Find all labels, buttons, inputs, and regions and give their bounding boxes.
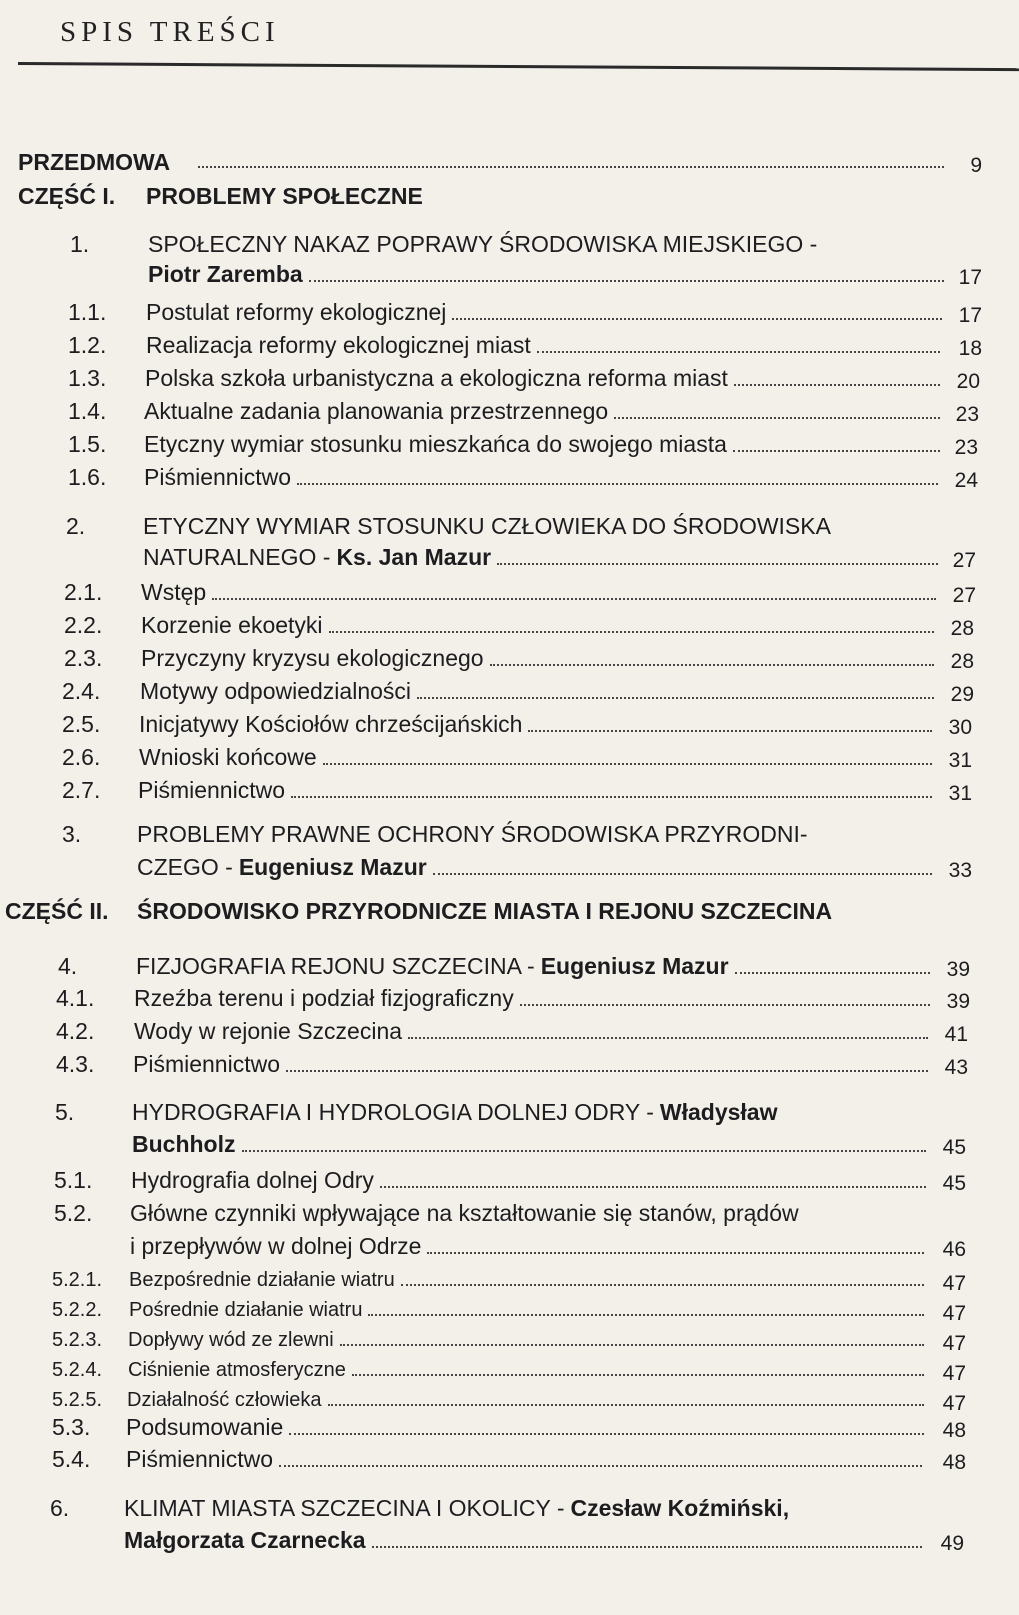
toc-entry-title-line — [139, 708, 938, 740]
toc-entry-title-line — [136, 950, 936, 982]
toc-entry-title-line — [146, 180, 423, 212]
dot-leader — [368, 1294, 924, 1316]
toc-entry-number: 4.1. — [56, 985, 95, 1011]
dot-leader — [340, 1324, 924, 1346]
dot-leader — [212, 578, 936, 600]
toc-entry-title-line — [133, 1048, 934, 1080]
toc-entry-number: 1.3. — [68, 365, 107, 391]
toc-entry-title-line — [131, 1164, 932, 1196]
toc-entry-title-line — [141, 642, 940, 674]
toc-entry-title: Dopływy wód ze zlewni — [128, 1329, 334, 1351]
toc-entry-author: Czesław Koźmiński, — [570, 1495, 790, 1521]
toc-entry — [0, 1524, 1019, 1556]
toc-entry-page-number: 17 — [958, 266, 982, 289]
toc-entry-number: 2.2. — [64, 612, 103, 638]
toc-entry — [0, 982, 1019, 1014]
toc-entry-title: Hydrografia dolnej Odry — [131, 1167, 374, 1193]
toc-entry — [0, 642, 1019, 674]
toc-entry-page-number: 48 — [942, 1419, 966, 1442]
toc-entry — [0, 1443, 1019, 1475]
toc-entry-title: Bezpośrednie działanie wiatru — [129, 1269, 395, 1291]
dot-leader — [735, 952, 930, 974]
toc-entry-number: 5.2.5. — [52, 1389, 103, 1411]
dot-leader — [537, 331, 940, 353]
toc-entry-page-number: 23 — [955, 403, 979, 426]
header-rule — [18, 62, 1019, 71]
toc-entry-title-line — [144, 395, 946, 427]
toc-entry-number: 1.4. — [68, 398, 107, 424]
toc-entry-title: Pośrednie działanie wiatru — [129, 1299, 363, 1321]
toc-entry-title-line — [146, 329, 946, 361]
toc-entry-page-number: 33 — [948, 859, 972, 882]
toc-entry — [0, 541, 1019, 573]
toc-entry-title-line — [130, 1230, 930, 1262]
toc-entry-number: CZĘŚĆ II. — [5, 898, 109, 924]
toc-entry-number: CZĘŚĆ I. — [18, 183, 116, 209]
toc-entry-title-line — [148, 258, 950, 290]
toc-entry-title-line — [128, 1354, 930, 1386]
dot-leader — [329, 611, 934, 633]
dot-leader — [242, 1130, 927, 1152]
toc-entry — [0, 1354, 1019, 1386]
toc-entry — [0, 1411, 1019, 1443]
toc-entry — [0, 258, 1019, 290]
toc-entry-page-number: 43 — [944, 1056, 968, 1079]
toc-entry-page-number: 47 — [942, 1392, 966, 1415]
toc-entry-number: 1.5. — [68, 431, 107, 457]
toc-entry-title-line — [130, 1197, 799, 1229]
dot-leader — [408, 1017, 928, 1039]
toc-entry — [0, 362, 1019, 394]
toc-entry-author: Buchholz — [132, 1131, 236, 1157]
dot-leader — [289, 1413, 924, 1435]
toc-entry-page-number: 28 — [950, 617, 974, 640]
toc-entry-number: 5.2.1. — [52, 1269, 103, 1291]
toc-entry — [0, 895, 1019, 927]
page-title: SPIS TREŚCI — [60, 16, 280, 48]
dot-leader — [452, 298, 942, 320]
toc-entry-title-line — [124, 1524, 928, 1556]
toc-entry-page-number: 29 — [950, 683, 974, 706]
toc-entry-title: Aktualne zadania planowania przestrzennego — [144, 398, 609, 424]
toc-entry-title: Postulat reformy ekologicznej — [146, 299, 447, 325]
toc-entry-title-line — [141, 576, 942, 608]
toc-entry-title: Etyczny wymiar stosunku mieszkańca do swojego miasta — [144, 431, 727, 457]
toc-entry-page-number: 45 — [942, 1136, 966, 1159]
toc-entry-title-line — [132, 1128, 932, 1160]
toc-entry-number: 2.7. — [62, 777, 101, 803]
toc-entry-number: 5. — [55, 1099, 75, 1125]
toc-entry-page-number: 28 — [950, 650, 974, 673]
dot-leader — [380, 1166, 926, 1188]
toc-entry-number: 1.6. — [68, 464, 107, 490]
toc-entry-title: Inicjatywy Kościołów chrześcijańskich — [139, 711, 523, 737]
toc-entry-title: Korzenie ekoetyki — [141, 612, 323, 638]
toc-entry-number: 1. — [70, 231, 90, 257]
toc-entry-number: 2.3. — [64, 645, 103, 671]
toc-entry — [0, 228, 1019, 260]
toc-entry-author: Eugeniusz Mazur — [238, 854, 427, 880]
toc-entry-page-number: 24 — [954, 469, 978, 492]
toc-entry-title-line — [143, 510, 831, 542]
toc-entry — [0, 576, 1019, 608]
toc-entry-title-line — [137, 895, 832, 927]
toc-entry — [0, 1128, 1019, 1160]
toc-entry-page-number: 27 — [952, 549, 976, 572]
toc-entry-title-line — [129, 1264, 930, 1296]
toc-entry-number: 5.2.2. — [52, 1299, 103, 1321]
toc-entry-title: Wstęp — [141, 579, 207, 605]
toc-entry-title: Piśmiennictwo — [133, 1051, 280, 1077]
toc-entry-title-line — [143, 541, 944, 573]
toc-entry-page-number: 45 — [942, 1172, 966, 1195]
toc-entry-number: 3. — [62, 821, 82, 847]
toc-entry-page-number: 18 — [958, 337, 982, 360]
toc-entry-title: Przyczyny kryzysu ekologicznego — [141, 645, 484, 671]
toc-entry-page-number: 47 — [942, 1272, 966, 1295]
dot-leader — [490, 644, 934, 666]
toc-entry — [0, 1230, 1019, 1262]
toc-entry-title-line — [141, 609, 940, 641]
toc-entry-page-number: 20 — [956, 370, 980, 393]
toc-entry-page-number: 27 — [952, 584, 976, 607]
toc-entry-title-line — [139, 741, 938, 773]
toc-entry-author: Piotr Zaremba — [148, 261, 303, 287]
toc-entry-title-line — [124, 1492, 789, 1524]
toc-entry-page-number: 47 — [942, 1302, 966, 1325]
toc-entry-title-line — [129, 1294, 930, 1326]
toc-entry-page-number: 49 — [940, 1532, 964, 1555]
toc-entry-title: Ciśnienie atmosferyczne — [128, 1359, 346, 1381]
toc-entry-title-line — [126, 1411, 930, 1443]
toc-entry-number: 2.5. — [62, 711, 101, 737]
toc-entry-title: Podsumowanie — [126, 1414, 284, 1440]
toc-entry-number: 5.1. — [54, 1167, 93, 1193]
dot-leader — [291, 776, 932, 798]
toc-entry-page-number: 31 — [948, 782, 972, 805]
toc-entry-title: i przepływów w dolnej Odrze — [130, 1233, 422, 1259]
dot-leader — [328, 1384, 924, 1406]
toc-entry — [0, 708, 1019, 740]
toc-entry-number: 5.2.3. — [52, 1329, 103, 1351]
toc-entry-title-line — [144, 461, 944, 493]
toc-entry-title: Działalność człowieka — [127, 1389, 322, 1411]
dot-leader — [734, 364, 940, 386]
toc-entry-title: Motywy odpowiedzialności — [140, 678, 412, 704]
toc-entry-page-number: 47 — [942, 1332, 966, 1355]
toc-entry — [0, 851, 1019, 883]
toc-entry — [0, 1324, 1019, 1356]
toc-entry-number: PRZEDMOWA — [18, 149, 171, 175]
toc-entry — [0, 1264, 1019, 1296]
toc-entry-number: 1.2. — [68, 332, 107, 358]
toc-entry-number: 4.2. — [56, 1018, 95, 1044]
toc-entry — [0, 1197, 1019, 1229]
toc-entry-title-line — [140, 675, 940, 707]
toc-entry-page-number: 48 — [942, 1451, 966, 1474]
toc-entry-title-line — [134, 1015, 934, 1047]
toc-entry — [0, 329, 1019, 361]
toc-entry-author: Małgorzata Czarnecka — [124, 1527, 366, 1553]
dot-leader — [433, 853, 932, 875]
toc-entry — [0, 296, 1019, 328]
dot-leader — [372, 1526, 922, 1548]
toc-entry-title-line — [148, 228, 817, 260]
toc-entry-page-number: 39 — [946, 990, 970, 1013]
toc-entry-title: SPOŁECZNY NAKAZ POPRAWY ŚRODOWISKA MIEJSKIEGO - — [148, 231, 818, 257]
toc-entry — [0, 609, 1019, 641]
toc-entry-title-line — [134, 982, 936, 1014]
dot-leader — [401, 1264, 924, 1286]
dot-leader — [520, 984, 930, 1006]
toc-entry-title: Polska szkoła urbanistyczna a ekologiczna reforma miast — [145, 365, 728, 391]
toc-entry-page-number: 41 — [944, 1023, 968, 1046]
toc-entry-author: Władysław — [659, 1099, 778, 1125]
dot-leader — [279, 1445, 922, 1467]
toc-entry — [0, 1294, 1019, 1326]
toc-entry-title: KLIMAT MIASTA SZCZECINA I OKOLICY - — [124, 1495, 565, 1521]
toc-entry — [0, 675, 1019, 707]
toc-entry-number: 2.6. — [62, 744, 101, 770]
toc-entry-title: Wnioski końcowe — [139, 744, 317, 770]
dot-leader — [733, 430, 940, 452]
toc-entry-title: FIZJOGRAFIA REJONU SZCZECINA - — [136, 953, 535, 979]
dot-leader — [297, 463, 938, 485]
toc-entry — [0, 180, 1019, 212]
toc-entry-author: Ks. Jan Mazur — [336, 544, 492, 570]
toc-entry — [0, 950, 1019, 982]
toc-entry-title-line — [146, 296, 948, 328]
toc-entry-title-line — [232, 146, 950, 168]
toc-entry-title-line — [145, 362, 946, 394]
dot-leader — [427, 1232, 924, 1254]
toc-entry — [0, 146, 1019, 178]
toc-entry-title-line — [137, 818, 808, 850]
toc-entry-title: CZEGO - — [137, 854, 233, 880]
toc-entry-page-number: 46 — [942, 1238, 966, 1261]
toc-entry-page-number: 47 — [942, 1362, 966, 1385]
toc-entry-title: ETYCZNY WYMIAR STOSUNKU CZŁOWIEKA DO ŚRODOWISKA — [143, 513, 831, 539]
dot-leader — [614, 397, 940, 419]
dot-leader — [286, 1050, 928, 1072]
toc-entry-title-line — [128, 1324, 930, 1356]
toc-entry-page-number: 17 — [958, 304, 982, 327]
toc-entry — [0, 461, 1019, 493]
toc-entry-title: NATURALNEGO - — [143, 544, 331, 570]
toc-entry-title-line — [138, 774, 938, 806]
toc-entry-title: Piśmiennictwo — [144, 464, 291, 490]
toc-entry-title: Główne czynniki wpływające na kształtowanie się stanów, prądów — [130, 1200, 799, 1226]
toc-entry — [0, 1015, 1019, 1047]
toc-entry-number: 5.3. — [52, 1414, 91, 1440]
toc-entry-title-line — [132, 1096, 777, 1128]
toc-entry — [0, 1096, 1019, 1128]
toc-entry-number: 5.4. — [52, 1446, 91, 1472]
toc-entry — [0, 1492, 1019, 1524]
toc-entry-title-line — [144, 428, 946, 460]
toc-entry-number: 4.3. — [56, 1051, 95, 1077]
toc-entry-page-number: 23 — [954, 436, 978, 459]
toc-entry-number: 5.2.4. — [52, 1359, 103, 1381]
dot-leader — [417, 677, 934, 699]
toc-entry-page-number: 31 — [948, 749, 972, 772]
toc-entry-title: Piśmiennictwo — [126, 1446, 273, 1472]
toc-entry-title: ŚRODOWISKO PRZYRODNICZE MIASTA I REJONU SZCZECINA — [137, 898, 833, 924]
toc-entry — [0, 510, 1019, 542]
toc-entry-number: 2. — [66, 513, 86, 539]
toc-entry-number: 2.4. — [62, 678, 101, 704]
toc-entry-page-number: 39 — [946, 958, 970, 981]
dot-leader — [352, 1354, 924, 1376]
toc-entry-title-line — [126, 1443, 928, 1475]
toc-entry-number: 2.1. — [64, 579, 103, 605]
toc-entry — [0, 741, 1019, 773]
toc-entry — [0, 395, 1019, 427]
dot-leader — [497, 543, 938, 565]
toc-entry-title: PROBLEMY PRAWNE OCHRONY ŚRODOWISKA PRZYRODNI- — [137, 821, 808, 847]
toc-entry-page-number: 30 — [948, 716, 972, 739]
dot-leader — [198, 146, 944, 168]
toc-entry — [0, 1164, 1019, 1196]
toc-entry — [0, 818, 1019, 850]
toc-entry-title-line — [137, 851, 938, 883]
toc-entry-page-number: 9 — [970, 154, 982, 177]
toc-entry-author: Eugeniusz Mazur — [540, 953, 729, 979]
dot-leader — [309, 260, 944, 282]
dot-leader — [323, 743, 932, 765]
toc-entry-title: Rzeźba terenu i podział fizjograficzny — [134, 985, 514, 1011]
toc-entry — [0, 428, 1019, 460]
toc-entry-title: Wody w rejonie Szczecina — [134, 1018, 403, 1044]
toc-entry-title: Realizacja reformy ekologicznej miast — [146, 332, 531, 358]
toc-entry — [0, 1048, 1019, 1080]
toc-entry-title: Piśmiennictwo — [138, 777, 285, 803]
toc-entry-number: 1.1. — [68, 299, 107, 325]
toc-entry-number: 5.2. — [54, 1200, 93, 1226]
toc-entry — [0, 774, 1019, 806]
dot-leader — [528, 710, 932, 732]
toc-entry-number: 6. — [50, 1495, 70, 1521]
toc-entry-title: PROBLEMY SPOŁECZNE — [146, 183, 423, 209]
toc-entry-title: HYDROGRAFIA I HYDROLOGIA DOLNEJ ODRY - — [132, 1099, 654, 1125]
toc-entry-number: 4. — [58, 953, 78, 979]
